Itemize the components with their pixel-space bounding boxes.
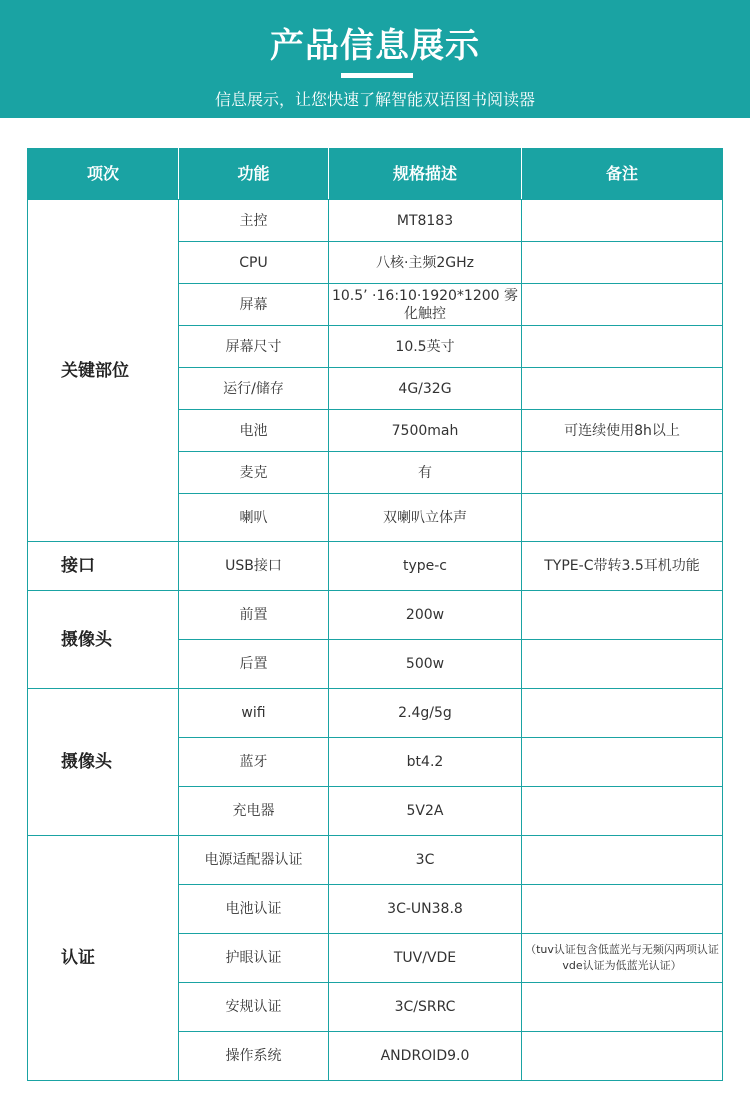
cell-function: 充电器	[179, 787, 329, 836]
group-label: 摄像头	[28, 689, 179, 836]
cell-spec: 八核·主频2GHz	[329, 242, 522, 284]
cell-spec: MT8183	[329, 200, 522, 242]
cell-function: 操作系统	[179, 1032, 329, 1081]
cell-spec: 10.5’ ·16:10·1920*1200 雾化触控	[329, 284, 522, 326]
cell-note	[522, 836, 723, 885]
cell-note	[522, 368, 723, 410]
cell-function: 屏幕	[179, 284, 329, 326]
cell-function: 前置	[179, 591, 329, 640]
cell-function: 安规认证	[179, 983, 329, 1032]
cell-function: 运行/储存	[179, 368, 329, 410]
group-label: 摄像头	[28, 591, 179, 689]
table-row	[28, 542, 723, 591]
cell-function: CPU	[179, 242, 329, 284]
page-title: 产品信息展示	[270, 26, 480, 66]
cell-note: 可连续使用8h以上	[522, 410, 723, 452]
cell-spec: 200w	[329, 591, 522, 640]
cell-note	[522, 326, 723, 368]
cell-spec: 5V2A	[329, 787, 522, 836]
cell-function: 麦克	[179, 452, 329, 494]
table-row	[28, 591, 723, 640]
group-label: 认证	[28, 836, 179, 1081]
cell-function: wifi	[179, 689, 329, 738]
table-row	[28, 200, 723, 242]
cell-function: 主控	[179, 200, 329, 242]
table-row	[28, 836, 723, 885]
cell-spec: 3C	[329, 836, 522, 885]
header-note: 备注	[522, 149, 723, 200]
cell-spec: 双喇叭立体声	[329, 494, 522, 542]
header-banner	[0, 0, 750, 118]
cell-note	[522, 689, 723, 738]
cell-function: 喇叭	[179, 494, 329, 542]
cell-spec: 3C/SRRC	[329, 983, 522, 1032]
cell-function: 电池认证	[179, 885, 329, 934]
cell-note	[522, 284, 723, 326]
cell-note	[522, 452, 723, 494]
cell-note	[522, 885, 723, 934]
cell-spec: 有	[329, 452, 522, 494]
cell-note	[522, 1032, 723, 1081]
cell-spec: bt4.2	[329, 738, 522, 787]
table-header-row	[28, 149, 723, 200]
cell-note	[522, 242, 723, 284]
table-row	[28, 689, 723, 738]
cell-spec: 4G/32G	[329, 368, 522, 410]
cell-function: 屏幕尺寸	[179, 326, 329, 368]
cell-function: USB接口	[179, 542, 329, 591]
cell-spec: 500w	[329, 640, 522, 689]
cell-function: 电池	[179, 410, 329, 452]
header-function: 功能	[179, 149, 329, 200]
cell-note	[522, 983, 723, 1032]
page-subtitle: 信息展示，让您快速了解智能双语图书阅读器	[214, 90, 535, 109]
cell-note: （tuv认证包含低蓝光与无频闪两项认证 vde认证为低蓝光认证）	[522, 934, 723, 983]
cell-note	[522, 200, 723, 242]
spec-table	[27, 148, 723, 1081]
title-underline	[341, 73, 413, 78]
cell-note	[522, 787, 723, 836]
cell-note	[522, 738, 723, 787]
cell-spec: 2.4g/5g	[329, 689, 522, 738]
group-label: 接口	[28, 542, 179, 591]
cell-function: 后置	[179, 640, 329, 689]
cell-spec: 10.5英寸	[329, 326, 522, 368]
cell-note	[522, 640, 723, 689]
cell-spec: 7500mah	[329, 410, 522, 452]
cell-note: TYPE-C带转3.5耳机功能	[522, 542, 723, 591]
cell-function: 蓝牙	[179, 738, 329, 787]
cell-function: 护眼认证	[179, 934, 329, 983]
group-label: 关键部位	[28, 200, 179, 542]
cell-spec: TUV/VDE	[329, 934, 522, 983]
cell-spec: ANDROID9.0	[329, 1032, 522, 1081]
cell-function: 电源适配器认证	[179, 836, 329, 885]
header-spec: 规格描述	[329, 149, 522, 200]
cell-note	[522, 494, 723, 542]
cell-spec: type-c	[329, 542, 522, 591]
cell-note	[522, 591, 723, 640]
cell-spec: 3C-UN38.8	[329, 885, 522, 934]
header-item: 项次	[28, 149, 179, 200]
